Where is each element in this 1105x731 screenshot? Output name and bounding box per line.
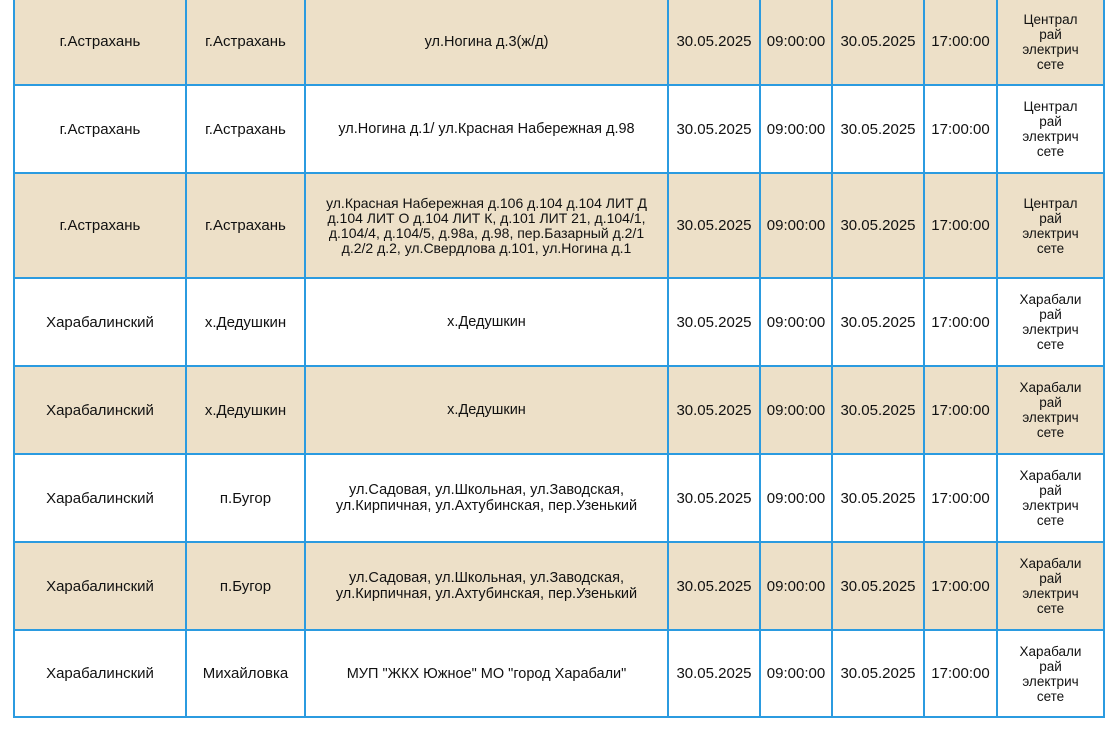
org-line: рай: [1039, 210, 1062, 226]
org-line: рай: [1039, 658, 1062, 674]
cell-district: Харабалинский: [14, 630, 186, 717]
org-line: сете: [1036, 240, 1065, 256]
cell-address: МУП "ЖКХ Южное" МО "город Харабали": [305, 630, 668, 717]
cell-start-date: 30.05.2025: [668, 630, 760, 717]
cell-end-date: 30.05.2025: [832, 85, 924, 173]
cell-start-time: 09:00:00: [760, 0, 832, 85]
org-line: сете: [1036, 688, 1065, 704]
cell-end-date: 30.05.2025: [832, 0, 924, 85]
cell-start-date: 30.05.2025: [668, 454, 760, 542]
cell-locality: п.Бугор: [186, 454, 305, 542]
cell-start-time: 09:00:00: [760, 454, 832, 542]
cell-address: ул.Красная Набережная д.106 д.104 д.104 ЛИТ Д д.104 ЛИТ О д.104 ЛИТ К, д.101 ЛИТ 21, д.104/1, д.104/4, д.104/5, д.98а, д.98, пер.Базарный д.2/1 д.2/2 д.2, ул.Свердлова д.101, ул.Ногина д.1: [305, 173, 668, 278]
cell-end-time: 17:00:00: [924, 0, 997, 85]
cell-end-date: 30.05.2025: [832, 630, 924, 717]
table-row: [14, 0, 1104, 85]
cell-end-date: 30.05.2025: [832, 542, 924, 630]
org-line: электрич: [1022, 498, 1079, 513]
table-row: [14, 454, 1104, 542]
cell-locality: г.Астрахань: [186, 173, 305, 278]
org-line: электрич: [1022, 41, 1079, 57]
cell-start-time: 09:00:00: [760, 278, 832, 366]
cell-address: х.Дедушкин: [305, 366, 668, 454]
cell-end-time: 17:00:00: [924, 85, 997, 173]
table-row: [14, 542, 1104, 630]
table-row: [14, 278, 1104, 366]
cell-end-date: 30.05.2025: [832, 278, 924, 366]
org-line: электрич: [1022, 410, 1079, 425]
cell-start-time: 09:00:00: [760, 542, 832, 630]
cell-locality: Михайловка: [186, 630, 305, 717]
cell-start-time: 09:00:00: [760, 630, 832, 717]
org-line: Харабали: [1019, 556, 1082, 571]
cell-end-date: 30.05.2025: [832, 454, 924, 542]
org-line: сете: [1036, 56, 1065, 72]
cell-organization: [997, 85, 1104, 173]
cell-district: Харабалинский: [14, 366, 186, 454]
cell-address: ул.Садовая, ул.Школьная, ул.Заводская, ул.Кирпичная, ул.Ахтубинская, пер.Узенький: [305, 542, 668, 630]
org-line: сете: [1036, 425, 1065, 440]
table-row: [14, 630, 1104, 717]
cell-district: Харабалинский: [14, 542, 186, 630]
org-line: рай: [1039, 114, 1062, 129]
outage-table-wrapper: [13, 0, 1103, 718]
org-line: сете: [1036, 337, 1065, 352]
cell-start-time: 09:00:00: [760, 85, 832, 173]
cell-start-date: 30.05.2025: [668, 85, 760, 173]
cell-start-time: 09:00:00: [760, 173, 832, 278]
org-line: рай: [1039, 395, 1062, 410]
org-line: Централ: [1023, 99, 1078, 114]
org-line: Харабали: [1019, 380, 1082, 395]
cell-address: х.Дедушкин: [305, 278, 668, 366]
org-line: рай: [1039, 483, 1062, 498]
org-line: Харабали: [1019, 643, 1082, 659]
org-line: Харабали: [1019, 468, 1082, 483]
cell-locality: п.Бугор: [186, 542, 305, 630]
cell-end-time: 17:00:00: [924, 454, 997, 542]
org-line: рай: [1039, 26, 1062, 42]
cell-address: ул.Ногина д.1/ ул.Красная Набережная д.98: [305, 85, 668, 173]
cell-end-time: 17:00:00: [924, 630, 997, 717]
cell-district: г.Астрахань: [14, 0, 186, 85]
cell-organization: [997, 630, 1104, 717]
org-line: электрич: [1022, 322, 1079, 337]
org-line: Централ: [1023, 11, 1078, 27]
cell-address: ул.Садовая, ул.Школьная, ул.Заводская, ул.Кирпичная, ул.Ахтубинская, пер.Узенький: [305, 454, 668, 542]
org-line: Централ: [1023, 195, 1078, 211]
cell-district: Харабалинский: [14, 454, 186, 542]
table-row: [14, 366, 1104, 454]
org-line: Харабали: [1019, 292, 1082, 307]
cell-organization: [997, 366, 1104, 454]
cell-locality: г.Астрахань: [186, 0, 305, 85]
org-line: рай: [1039, 307, 1062, 322]
org-line: электрич: [1022, 586, 1079, 601]
org-line: сете: [1036, 513, 1065, 528]
org-line: электрич: [1022, 129, 1079, 144]
org-line: сете: [1036, 144, 1065, 159]
org-line: рай: [1039, 571, 1062, 586]
cell-locality: х.Дедушкин: [186, 278, 305, 366]
cell-district: Харабалинский: [14, 278, 186, 366]
cell-end-time: 17:00:00: [924, 366, 997, 454]
cell-start-date: 30.05.2025: [668, 542, 760, 630]
cell-start-date: 30.05.2025: [668, 366, 760, 454]
cell-district: г.Астрахань: [14, 85, 186, 173]
cell-organization: [997, 454, 1104, 542]
cell-organization: [997, 278, 1104, 366]
cell-end-time: 17:00:00: [924, 173, 997, 278]
cell-start-time: 09:00:00: [760, 366, 832, 454]
cell-start-date: 30.05.2025: [668, 173, 760, 278]
cell-organization: [997, 542, 1104, 630]
cell-organization: [997, 173, 1104, 278]
cell-start-date: 30.05.2025: [668, 278, 760, 366]
cell-organization: [997, 0, 1104, 85]
cell-end-time: 17:00:00: [924, 278, 997, 366]
cell-address: ул.Ногина д.3(ж/д): [305, 0, 668, 85]
cell-district: г.Астрахань: [14, 173, 186, 278]
cell-end-time: 17:00:00: [924, 542, 997, 630]
table-row: [14, 85, 1104, 173]
cell-locality: г.Астрахань: [186, 85, 305, 173]
cell-locality: х.Дедушкин: [186, 366, 305, 454]
cell-start-date: 30.05.2025: [668, 0, 760, 85]
org-line: электрич: [1022, 225, 1079, 241]
org-line: сете: [1036, 601, 1065, 616]
table-row: [14, 173, 1104, 278]
cell-end-date: 30.05.2025: [832, 173, 924, 278]
cell-end-date: 30.05.2025: [832, 366, 924, 454]
outage-table: [13, 0, 1105, 718]
org-line: электрич: [1022, 673, 1079, 689]
